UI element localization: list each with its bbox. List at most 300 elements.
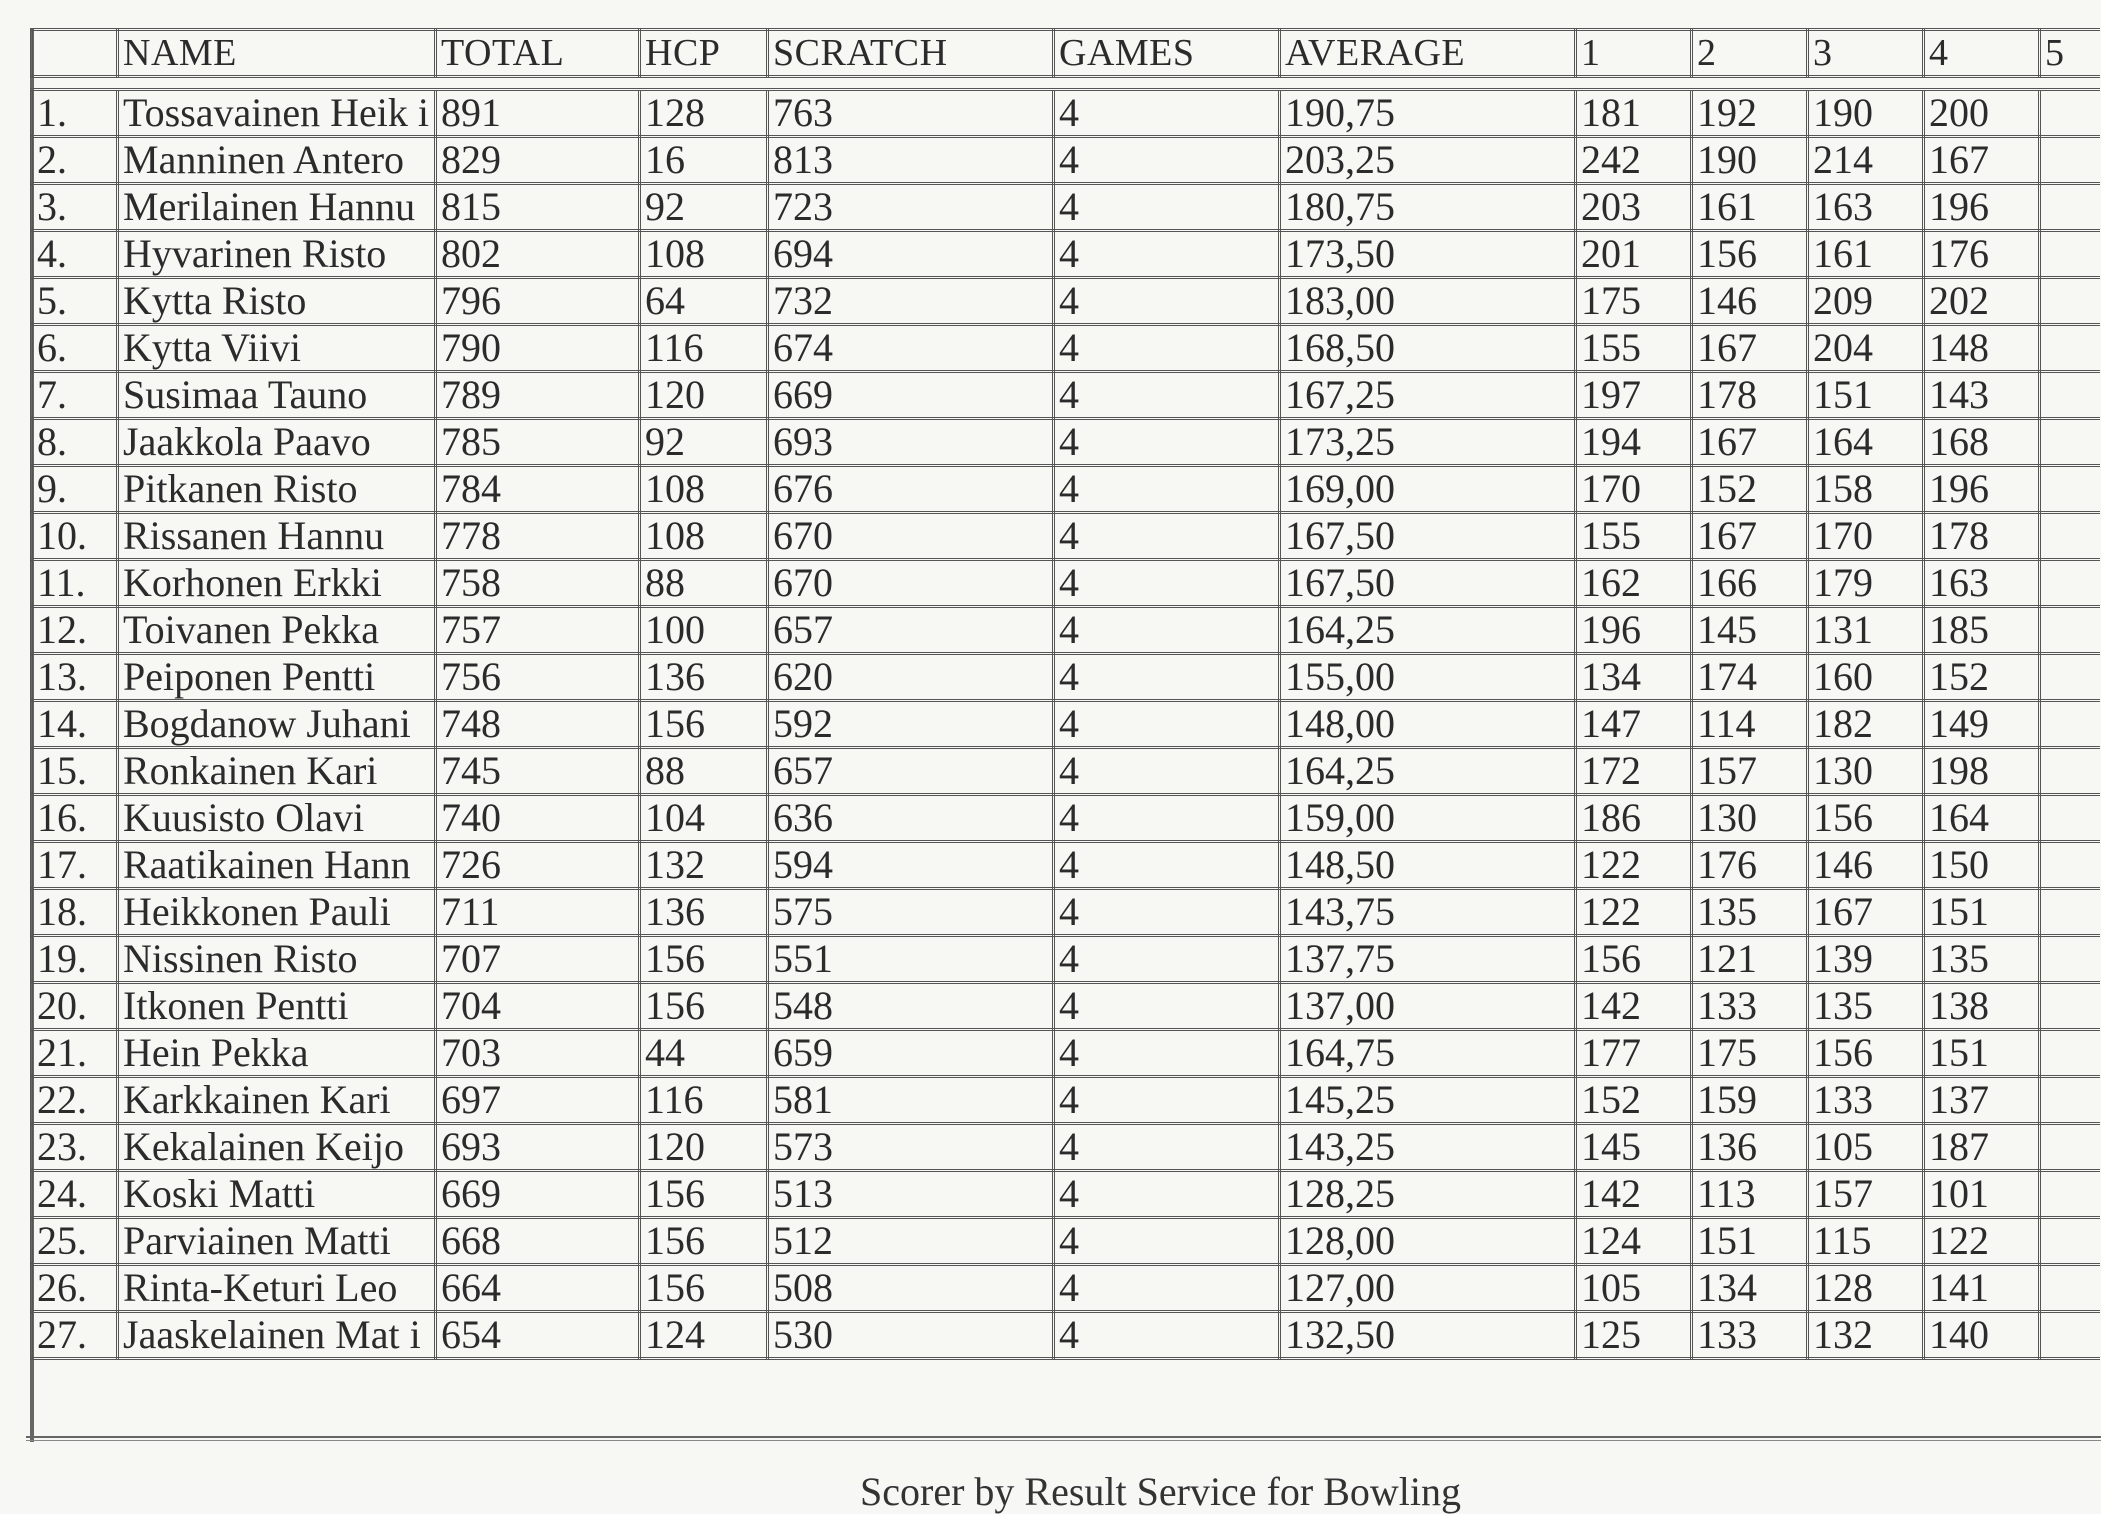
cell-total: 693 bbox=[436, 1124, 640, 1171]
cell-game-1: 177 bbox=[1576, 1030, 1692, 1077]
table-row bbox=[32, 231, 2100, 278]
cell-hcp: 108 bbox=[640, 231, 768, 278]
cell-game-4: 202 bbox=[1924, 278, 2040, 325]
cell-name: Heikkonen Pauli bbox=[118, 889, 436, 936]
cell-game-5 bbox=[2040, 137, 2100, 184]
table-row bbox=[32, 90, 2100, 137]
cell-game-5 bbox=[2040, 795, 2100, 842]
cell-games: 4 bbox=[1054, 795, 1280, 842]
gap-cell bbox=[1054, 77, 1280, 90]
cell-games: 4 bbox=[1054, 513, 1280, 560]
cell-game-3: 156 bbox=[1808, 795, 1924, 842]
table-row bbox=[32, 184, 2100, 231]
table-row bbox=[32, 466, 2100, 513]
cell-games: 4 bbox=[1054, 278, 1280, 325]
cell-game-3: 179 bbox=[1808, 560, 1924, 607]
cell-scratch: 693 bbox=[768, 419, 1054, 466]
cell-average: 155,00 bbox=[1280, 654, 1576, 701]
cell-game-2: 152 bbox=[1692, 466, 1808, 513]
cell-average: 203,25 bbox=[1280, 137, 1576, 184]
cell-average: 145,25 bbox=[1280, 1077, 1576, 1124]
table-row bbox=[32, 325, 2100, 372]
cell-average: 137,75 bbox=[1280, 936, 1576, 983]
cell-game-5 bbox=[2040, 372, 2100, 419]
cell-hcp: 132 bbox=[640, 842, 768, 889]
cell-games: 4 bbox=[1054, 419, 1280, 466]
cell-game-1: 203 bbox=[1576, 184, 1692, 231]
cell-hcp: 44 bbox=[640, 1030, 768, 1077]
cell-game-1: 194 bbox=[1576, 419, 1692, 466]
cell-game-2: 136 bbox=[1692, 1124, 1808, 1171]
cell-average: 128,25 bbox=[1280, 1171, 1576, 1218]
cell-hcp: 120 bbox=[640, 1124, 768, 1171]
cell-hcp: 156 bbox=[640, 983, 768, 1030]
table-row bbox=[32, 795, 2100, 842]
cell-game-3: 190 bbox=[1808, 90, 1924, 137]
table-row bbox=[32, 1218, 2100, 1265]
cell-game-4: 185 bbox=[1924, 607, 2040, 654]
cell-games: 4 bbox=[1054, 889, 1280, 936]
table-row bbox=[32, 1030, 2100, 1077]
cell-average: 173,50 bbox=[1280, 231, 1576, 278]
cell-scratch: 592 bbox=[768, 701, 1054, 748]
cell-name: Kytta Risto bbox=[118, 278, 436, 325]
cell-game-5 bbox=[2040, 1218, 2100, 1265]
cell-hcp: 88 bbox=[640, 748, 768, 795]
cell-name: Raatikainen Hann bbox=[118, 842, 436, 889]
cell-game-5 bbox=[2040, 701, 2100, 748]
cell-game-4: 198 bbox=[1924, 748, 2040, 795]
cell-scratch: 657 bbox=[768, 607, 1054, 654]
table-row bbox=[32, 1171, 2100, 1218]
cell-game-5 bbox=[2040, 325, 2100, 372]
cell-game-5 bbox=[2040, 1030, 2100, 1077]
cell-game-4: 196 bbox=[1924, 184, 2040, 231]
cell-game-1: 155 bbox=[1576, 325, 1692, 372]
cell-game-5 bbox=[2040, 560, 2100, 607]
cell-game-4: 150 bbox=[1924, 842, 2040, 889]
cell-hcp: 64 bbox=[640, 278, 768, 325]
cell-game-1: 152 bbox=[1576, 1077, 1692, 1124]
column-header-rank bbox=[32, 30, 118, 77]
cell-game-3: 164 bbox=[1808, 419, 1924, 466]
cell-game-5 bbox=[2040, 1265, 2100, 1312]
cell-game-4: 176 bbox=[1924, 231, 2040, 278]
cell-game-2: 166 bbox=[1692, 560, 1808, 607]
cell-game-1: 122 bbox=[1576, 842, 1692, 889]
cell-games: 4 bbox=[1054, 748, 1280, 795]
cell-name: Korhonen Erkki bbox=[118, 560, 436, 607]
cell-hcp: 156 bbox=[640, 1218, 768, 1265]
cell-total: 758 bbox=[436, 560, 640, 607]
cell-rank: 16. bbox=[32, 795, 118, 842]
cell-game-3: 158 bbox=[1808, 466, 1924, 513]
cell-game-5 bbox=[2040, 983, 2100, 1030]
cell-game-4: 151 bbox=[1924, 1030, 2040, 1077]
cell-game-2: 167 bbox=[1692, 513, 1808, 560]
cell-game-4: 151 bbox=[1924, 889, 2040, 936]
cell-game-2: 157 bbox=[1692, 748, 1808, 795]
cell-hcp: 100 bbox=[640, 607, 768, 654]
cell-scratch: 763 bbox=[768, 90, 1054, 137]
cell-scratch: 530 bbox=[768, 1312, 1054, 1359]
cell-games: 4 bbox=[1054, 983, 1280, 1030]
cell-hcp: 92 bbox=[640, 184, 768, 231]
cell-game-3: 132 bbox=[1808, 1312, 1924, 1359]
cell-game-2: 159 bbox=[1692, 1077, 1808, 1124]
cell-game-4: 138 bbox=[1924, 983, 2040, 1030]
cell-rank: 18. bbox=[32, 889, 118, 936]
cell-rank: 4. bbox=[32, 231, 118, 278]
cell-average: 143,25 bbox=[1280, 1124, 1576, 1171]
cell-total: 697 bbox=[436, 1077, 640, 1124]
cell-scratch: 581 bbox=[768, 1077, 1054, 1124]
cell-games: 4 bbox=[1054, 701, 1280, 748]
column-header-name: NAME bbox=[118, 30, 436, 77]
cell-hcp: 136 bbox=[640, 654, 768, 701]
cell-game-1: 197 bbox=[1576, 372, 1692, 419]
cell-rank: 2. bbox=[32, 137, 118, 184]
cell-game-3: 131 bbox=[1808, 607, 1924, 654]
cell-total: 711 bbox=[436, 889, 640, 936]
cell-rank: 20. bbox=[32, 983, 118, 1030]
gap-cell bbox=[1924, 77, 2040, 90]
cell-average: 167,25 bbox=[1280, 372, 1576, 419]
cell-name: Itkonen Pentti bbox=[118, 983, 436, 1030]
table-row bbox=[32, 137, 2100, 184]
column-header-game-3: 3 bbox=[1808, 30, 1924, 77]
cell-game-4: 187 bbox=[1924, 1124, 2040, 1171]
cell-name: Kekalainen Keijo bbox=[118, 1124, 436, 1171]
cell-game-3: 214 bbox=[1808, 137, 1924, 184]
cell-game-3: 182 bbox=[1808, 701, 1924, 748]
cell-average: 127,00 bbox=[1280, 1265, 1576, 1312]
cell-average: 148,50 bbox=[1280, 842, 1576, 889]
cell-name: Merilainen Hannu bbox=[118, 184, 436, 231]
cell-game-2: 133 bbox=[1692, 983, 1808, 1030]
cell-game-5 bbox=[2040, 1312, 2100, 1359]
cell-game-1: 145 bbox=[1576, 1124, 1692, 1171]
cell-rank: 6. bbox=[32, 325, 118, 372]
cell-game-4: 196 bbox=[1924, 466, 2040, 513]
footer-caption bbox=[860, 1462, 1461, 1514]
cell-rank: 13. bbox=[32, 654, 118, 701]
cell-name: Karkkainen Kari bbox=[118, 1077, 436, 1124]
cell-game-1: 172 bbox=[1576, 748, 1692, 795]
cell-scratch: 573 bbox=[768, 1124, 1054, 1171]
gap-cell bbox=[1280, 77, 1576, 90]
cell-scratch: 551 bbox=[768, 936, 1054, 983]
cell-average: 164,25 bbox=[1280, 607, 1576, 654]
table-row bbox=[32, 419, 2100, 466]
cell-game-4: 178 bbox=[1924, 513, 2040, 560]
cell-games: 4 bbox=[1054, 607, 1280, 654]
cell-game-1: 147 bbox=[1576, 701, 1692, 748]
table-row bbox=[32, 1124, 2100, 1171]
cell-total: 748 bbox=[436, 701, 640, 748]
cell-game-5 bbox=[2040, 513, 2100, 560]
cell-total: 740 bbox=[436, 795, 640, 842]
cell-total: 789 bbox=[436, 372, 640, 419]
cell-total: 829 bbox=[436, 137, 640, 184]
cell-total: 707 bbox=[436, 936, 640, 983]
cell-hcp: 124 bbox=[640, 1312, 768, 1359]
cell-hcp: 116 bbox=[640, 325, 768, 372]
cell-rank: 21. bbox=[32, 1030, 118, 1077]
gap-cell bbox=[118, 77, 436, 90]
cell-games: 4 bbox=[1054, 231, 1280, 278]
cell-game-4: 135 bbox=[1924, 936, 2040, 983]
cell-rank: 26. bbox=[32, 1265, 118, 1312]
cell-hcp: 92 bbox=[640, 419, 768, 466]
cell-games: 4 bbox=[1054, 560, 1280, 607]
cell-scratch: 512 bbox=[768, 1218, 1054, 1265]
cell-total: 891 bbox=[436, 90, 640, 137]
cell-game-1: 162 bbox=[1576, 560, 1692, 607]
cell-average: 148,00 bbox=[1280, 701, 1576, 748]
gap-cell bbox=[2040, 77, 2100, 90]
cell-hcp: 120 bbox=[640, 372, 768, 419]
cell-game-1: 134 bbox=[1576, 654, 1692, 701]
cell-game-2: 130 bbox=[1692, 795, 1808, 842]
cell-total: 669 bbox=[436, 1171, 640, 1218]
cell-game-2: 176 bbox=[1692, 842, 1808, 889]
cell-game-3: 209 bbox=[1808, 278, 1924, 325]
cell-game-5 bbox=[2040, 1124, 2100, 1171]
table-row bbox=[32, 278, 2100, 325]
cell-game-1: 186 bbox=[1576, 795, 1692, 842]
cell-rank: 12. bbox=[32, 607, 118, 654]
cell-name: Rinta-Keturi Leo bbox=[118, 1265, 436, 1312]
cell-average: 169,00 bbox=[1280, 466, 1576, 513]
cell-rank: 11. bbox=[32, 560, 118, 607]
cell-name: Jaakkola Paavo bbox=[118, 419, 436, 466]
table-row bbox=[32, 889, 2100, 936]
column-header-game-4: 4 bbox=[1924, 30, 2040, 77]
cell-game-3: 167 bbox=[1808, 889, 1924, 936]
gap-cell bbox=[1808, 77, 1924, 90]
cell-name: Pitkanen Risto bbox=[118, 466, 436, 513]
cell-name: Ronkainen Kari bbox=[118, 748, 436, 795]
cell-game-2: 145 bbox=[1692, 607, 1808, 654]
cell-rank: 10. bbox=[32, 513, 118, 560]
cell-average: 173,25 bbox=[1280, 419, 1576, 466]
cell-games: 4 bbox=[1054, 466, 1280, 513]
cell-average: 128,00 bbox=[1280, 1218, 1576, 1265]
cell-game-4: 149 bbox=[1924, 701, 2040, 748]
cell-scratch: 620 bbox=[768, 654, 1054, 701]
cell-game-3: 139 bbox=[1808, 936, 1924, 983]
cell-games: 4 bbox=[1054, 90, 1280, 137]
column-header-scratch: SCRATCH bbox=[768, 30, 1054, 77]
cell-rank: 24. bbox=[32, 1171, 118, 1218]
cell-average: 159,00 bbox=[1280, 795, 1576, 842]
cell-hcp: 156 bbox=[640, 936, 768, 983]
cell-game-5 bbox=[2040, 278, 2100, 325]
cell-game-2: 134 bbox=[1692, 1265, 1808, 1312]
cell-game-1: 142 bbox=[1576, 1171, 1692, 1218]
cell-total: 756 bbox=[436, 654, 640, 701]
column-header-hcp: HCP bbox=[640, 30, 768, 77]
cell-game-5 bbox=[2040, 231, 2100, 278]
cell-game-3: 130 bbox=[1808, 748, 1924, 795]
cell-total: 815 bbox=[436, 184, 640, 231]
cell-game-1: 142 bbox=[1576, 983, 1692, 1030]
cell-game-2: 113 bbox=[1692, 1171, 1808, 1218]
cell-game-4: 137 bbox=[1924, 1077, 2040, 1124]
cell-total: 726 bbox=[436, 842, 640, 889]
table-row bbox=[32, 983, 2100, 1030]
cell-games: 4 bbox=[1054, 1124, 1280, 1171]
cell-game-3: 128 bbox=[1808, 1265, 1924, 1312]
cell-game-1: 201 bbox=[1576, 231, 1692, 278]
cell-scratch: 723 bbox=[768, 184, 1054, 231]
cell-scratch: 669 bbox=[768, 372, 1054, 419]
table-row bbox=[32, 1265, 2100, 1312]
cell-total: 802 bbox=[436, 231, 640, 278]
cell-scratch: 508 bbox=[768, 1265, 1054, 1312]
cell-rank: 1. bbox=[32, 90, 118, 137]
table-row bbox=[32, 1312, 2100, 1359]
cell-game-1: 175 bbox=[1576, 278, 1692, 325]
cell-average: 180,75 bbox=[1280, 184, 1576, 231]
gap-cell bbox=[436, 77, 640, 90]
cell-rank: 25. bbox=[32, 1218, 118, 1265]
cell-game-3: 115 bbox=[1808, 1218, 1924, 1265]
cell-rank: 14. bbox=[32, 701, 118, 748]
cell-hcp: 108 bbox=[640, 513, 768, 560]
cell-game-4: 148 bbox=[1924, 325, 2040, 372]
cell-games: 4 bbox=[1054, 1312, 1280, 1359]
cell-average: 143,75 bbox=[1280, 889, 1576, 936]
table-row bbox=[32, 513, 2100, 560]
cell-name: Toivanen Pekka bbox=[118, 607, 436, 654]
cell-name: Tossavainen Heik i bbox=[118, 90, 436, 137]
cell-rank: 5. bbox=[32, 278, 118, 325]
cell-game-2: 167 bbox=[1692, 419, 1808, 466]
cell-game-5 bbox=[2040, 1077, 2100, 1124]
cell-average: 164,75 bbox=[1280, 1030, 1576, 1077]
cell-scratch: 513 bbox=[768, 1171, 1054, 1218]
cell-game-2: 161 bbox=[1692, 184, 1808, 231]
cell-name: Kuusisto Olavi bbox=[118, 795, 436, 842]
gap-cell bbox=[32, 77, 118, 90]
cell-hcp: 156 bbox=[640, 701, 768, 748]
cell-scratch: 575 bbox=[768, 889, 1054, 936]
cell-rank: 19. bbox=[32, 936, 118, 983]
cell-games: 4 bbox=[1054, 1171, 1280, 1218]
cell-game-3: 170 bbox=[1808, 513, 1924, 560]
cell-total: 778 bbox=[436, 513, 640, 560]
cell-game-5 bbox=[2040, 90, 2100, 137]
cell-game-2: 192 bbox=[1692, 90, 1808, 137]
cell-game-3: 161 bbox=[1808, 231, 1924, 278]
cell-games: 4 bbox=[1054, 842, 1280, 889]
cell-game-2: 178 bbox=[1692, 372, 1808, 419]
cell-game-2: 190 bbox=[1692, 137, 1808, 184]
cell-game-2: 151 bbox=[1692, 1218, 1808, 1265]
footer-text: Scorer by Result Service for Bowling bbox=[860, 1469, 1461, 1514]
cell-scratch: 694 bbox=[768, 231, 1054, 278]
cell-game-2: 135 bbox=[1692, 889, 1808, 936]
cell-scratch: 636 bbox=[768, 795, 1054, 842]
column-header-average: AVERAGE bbox=[1280, 30, 1576, 77]
cell-hcp: 128 bbox=[640, 90, 768, 137]
cell-game-1: 170 bbox=[1576, 466, 1692, 513]
column-header-game-5: 5 bbox=[2040, 30, 2100, 77]
cell-game-5 bbox=[2040, 466, 2100, 513]
cell-games: 4 bbox=[1054, 936, 1280, 983]
cell-game-5 bbox=[2040, 889, 2100, 936]
cell-game-1: 196 bbox=[1576, 607, 1692, 654]
cell-name: Hein Pekka bbox=[118, 1030, 436, 1077]
cell-games: 4 bbox=[1054, 1077, 1280, 1124]
cell-hcp: 136 bbox=[640, 889, 768, 936]
cell-scratch: 548 bbox=[768, 983, 1054, 1030]
cell-game-2: 167 bbox=[1692, 325, 1808, 372]
cell-average: 137,00 bbox=[1280, 983, 1576, 1030]
cell-scratch: 657 bbox=[768, 748, 1054, 795]
cell-hcp: 156 bbox=[640, 1171, 768, 1218]
cell-game-4: 152 bbox=[1924, 654, 2040, 701]
table-row bbox=[32, 372, 2100, 419]
cell-game-5 bbox=[2040, 184, 2100, 231]
cell-scratch: 732 bbox=[768, 278, 1054, 325]
cell-scratch: 813 bbox=[768, 137, 1054, 184]
cell-games: 4 bbox=[1054, 325, 1280, 372]
cell-rank: 9. bbox=[32, 466, 118, 513]
cell-name: Manninen Antero bbox=[118, 137, 436, 184]
cell-hcp: 156 bbox=[640, 1265, 768, 1312]
cell-name: Jaaskelainen Mat i bbox=[118, 1312, 436, 1359]
cell-games: 4 bbox=[1054, 654, 1280, 701]
cell-game-3: 157 bbox=[1808, 1171, 1924, 1218]
cell-game-3: 156 bbox=[1808, 1030, 1924, 1077]
cell-games: 4 bbox=[1054, 1218, 1280, 1265]
cell-game-5 bbox=[2040, 607, 2100, 654]
cell-total: 790 bbox=[436, 325, 640, 372]
cell-game-2: 156 bbox=[1692, 231, 1808, 278]
header-row bbox=[32, 30, 2100, 77]
cell-game-1: 181 bbox=[1576, 90, 1692, 137]
cell-total: 654 bbox=[436, 1312, 640, 1359]
cell-total: 785 bbox=[436, 419, 640, 466]
gap-cell bbox=[1576, 77, 1692, 90]
cell-average: 168,50 bbox=[1280, 325, 1576, 372]
table-row bbox=[32, 560, 2100, 607]
cell-game-3: 163 bbox=[1808, 184, 1924, 231]
column-header-games: GAMES bbox=[1054, 30, 1280, 77]
cell-game-4: 164 bbox=[1924, 795, 2040, 842]
bowling-results-table bbox=[30, 28, 2100, 1360]
cell-hcp: 88 bbox=[640, 560, 768, 607]
cell-game-4: 101 bbox=[1924, 1171, 2040, 1218]
table-row bbox=[32, 842, 2100, 889]
cell-game-4: 163 bbox=[1924, 560, 2040, 607]
cell-game-2: 175 bbox=[1692, 1030, 1808, 1077]
cell-game-3: 160 bbox=[1808, 654, 1924, 701]
cell-game-1: 122 bbox=[1576, 889, 1692, 936]
cell-average: 183,00 bbox=[1280, 278, 1576, 325]
cell-game-3: 105 bbox=[1808, 1124, 1924, 1171]
table-row bbox=[32, 701, 2100, 748]
table-row bbox=[32, 748, 2100, 795]
cell-rank: 15. bbox=[32, 748, 118, 795]
cell-name: Koski Matti bbox=[118, 1171, 436, 1218]
cell-name: Susimaa Tauno bbox=[118, 372, 436, 419]
cell-game-3: 151 bbox=[1808, 372, 1924, 419]
cell-game-2: 114 bbox=[1692, 701, 1808, 748]
